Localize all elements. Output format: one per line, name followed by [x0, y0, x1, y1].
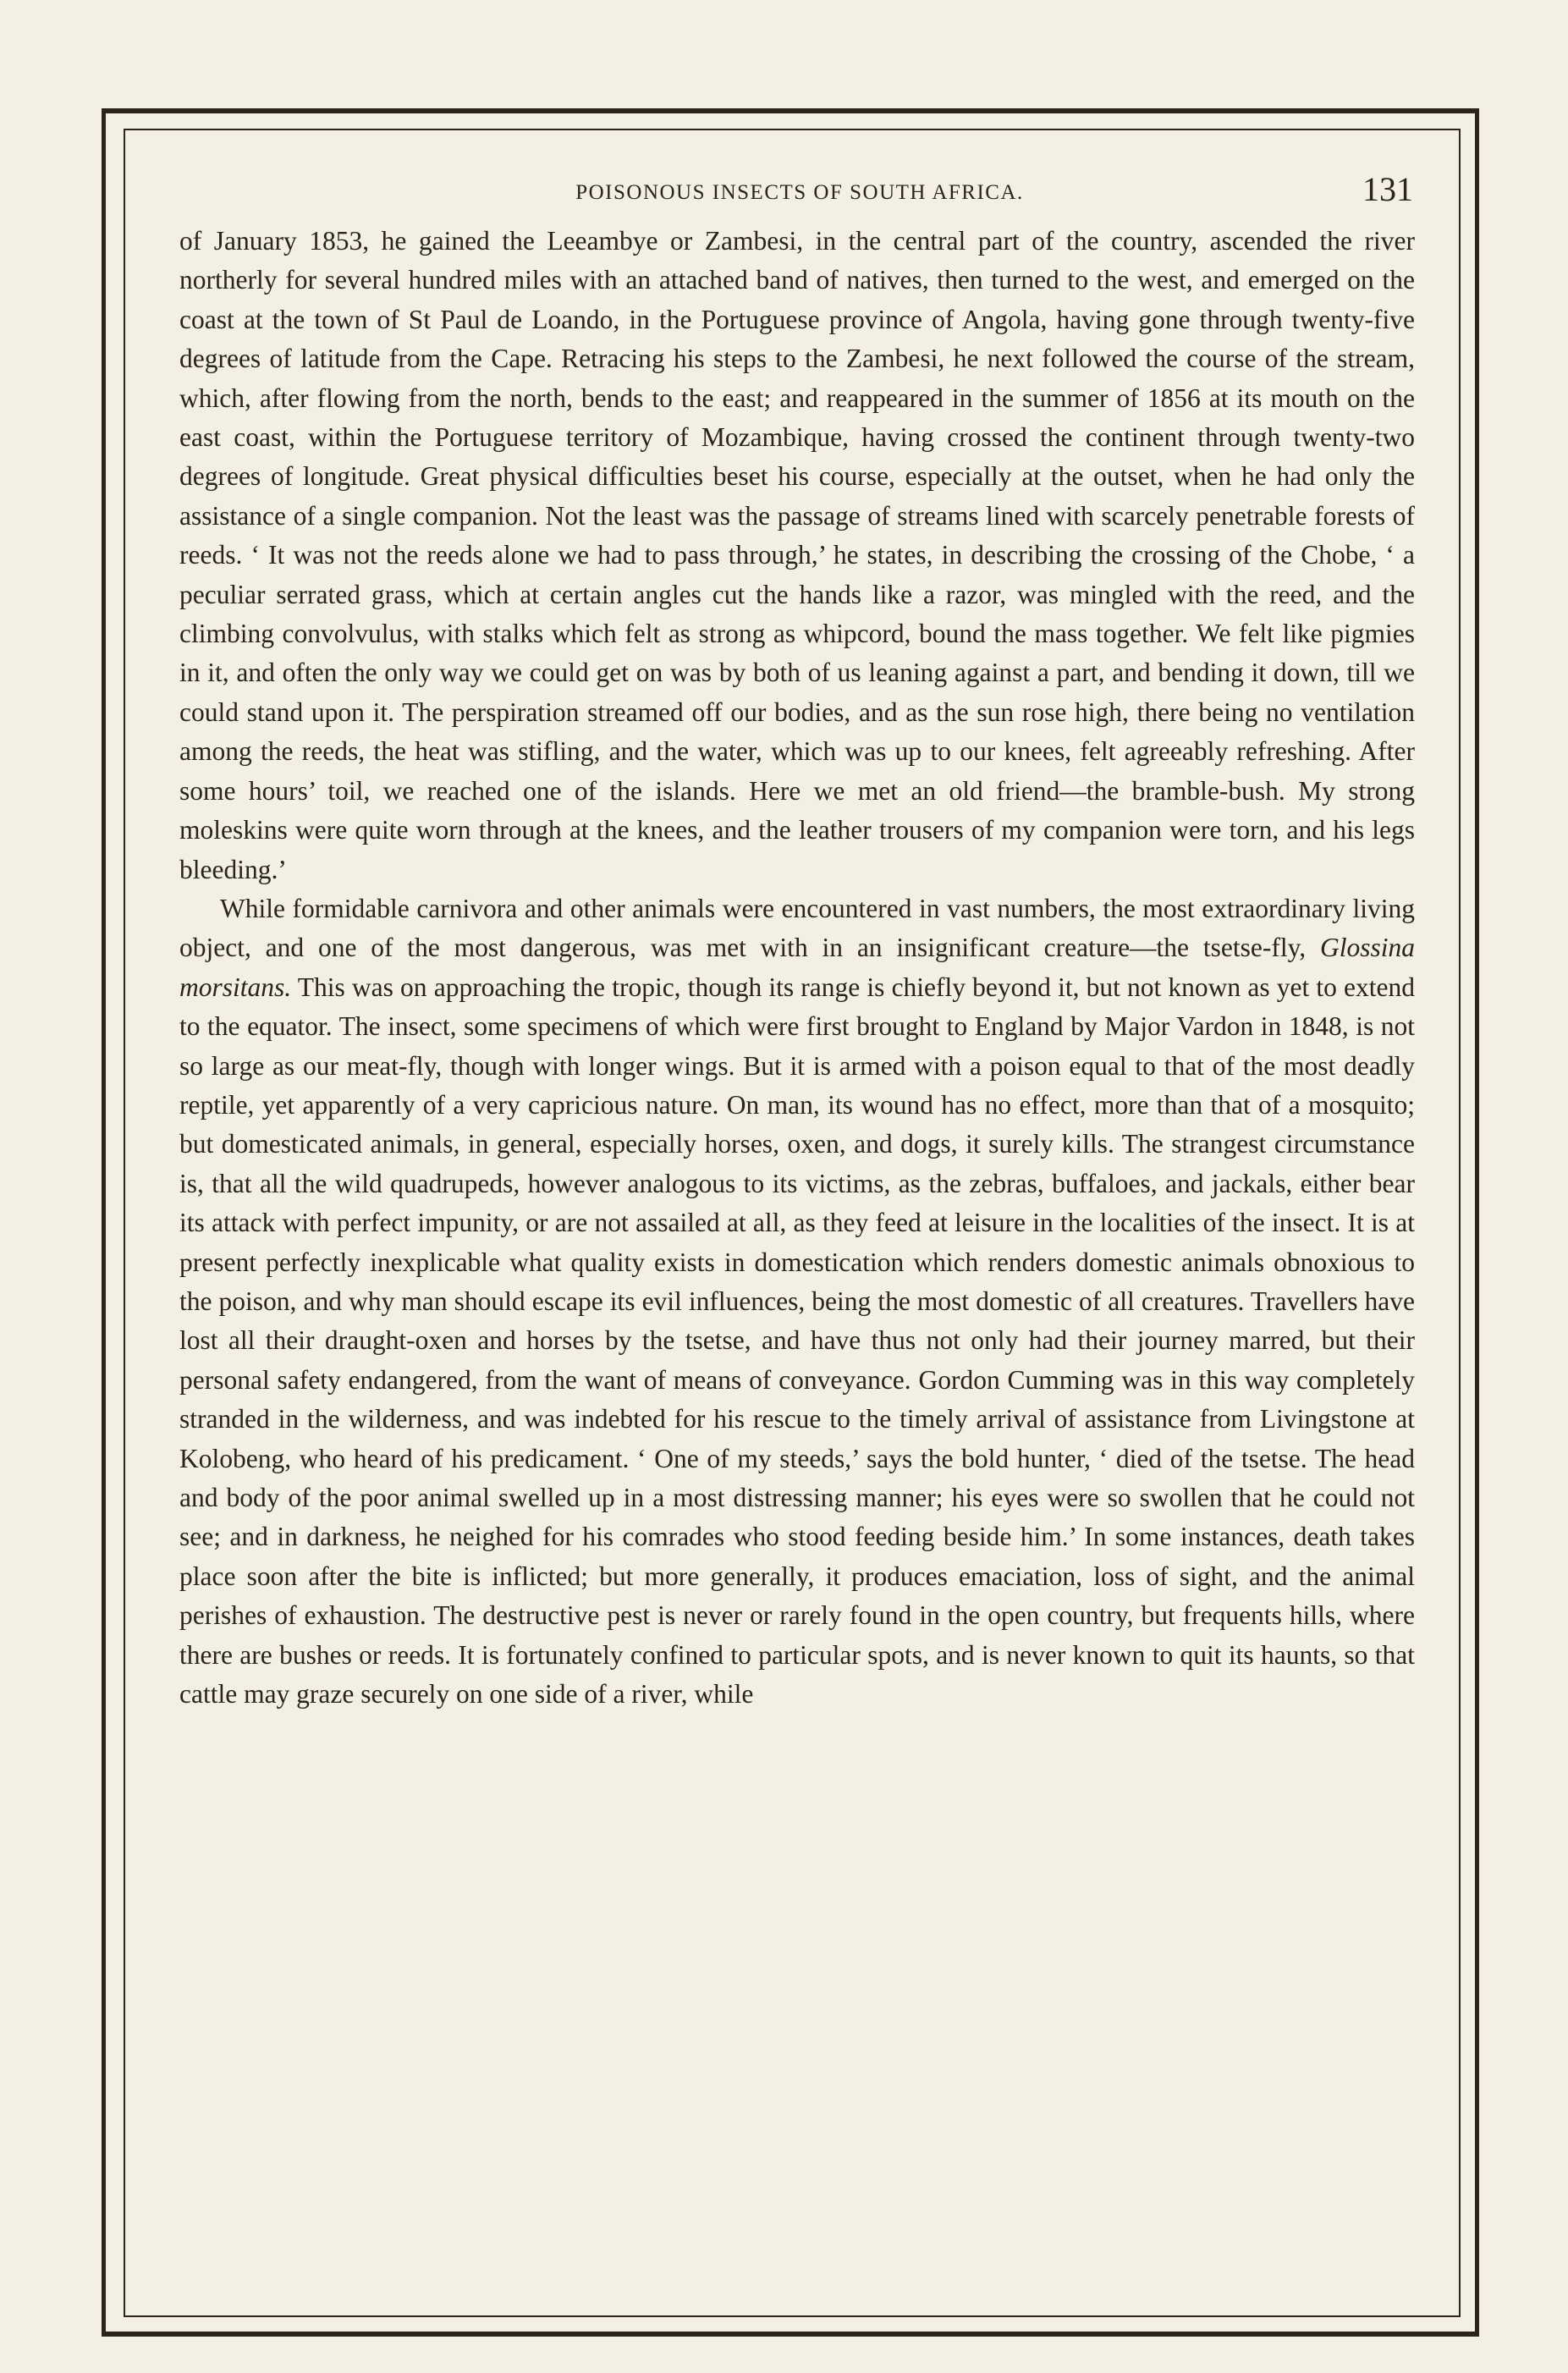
frame-rule-left-inner	[124, 129, 125, 2316]
paragraph-tsetse-part-1: While formidable carnivora and other animals were encountered in vast numbers, the most extraordinary living object, and one of the most dangerous, was met with in an insignificant creature—the tsetse-fly,	[179, 893, 1415, 963]
frame-rule-bottom-inner	[124, 2315, 1461, 2317]
frame-rule-bottom-outer	[102, 2332, 1479, 2337]
frame-rule-top-inner	[124, 129, 1461, 130]
body-text	[179, 222, 1415, 1714]
running-title: POISONOUS INSECTS OF SOUTH AFRICA.	[575, 181, 1024, 204]
frame-rule-top-outer	[102, 108, 1479, 113]
frame-rule-right-outer	[1475, 108, 1479, 2336]
frame-rule-right-inner	[1459, 129, 1461, 2316]
paragraph-continued: of January 1853, he gained the Leeambye or Zambesi, in the central part of the country, ascended the river northerly for several hundred miles with an attached band of natives, then turned to the west, and emerged on the coast at the town of St Paul de Loando, in the Portuguese province of Angola, having gone through twenty-five degrees of latitude from the Cape. Retracing his steps to the Zambesi, he next followed the course of the stream, which, after flowing from the north, bends to the east; and reappeared in the summer of 1856 at its mouth on the east coast, within the Portuguese territory of Mozambique, having crossed the continent through twenty-two degrees of longitude. Great physical difficulties beset his course, especially at the outset, when he had only the assistance of a single companion. Not the least was the passage of streams lined with scarcely penetrable forests of reeds. ‘ It was not the reeds alone we had to pass through,’ he states, in describing the crossing of the Chobe, ‘ a peculiar serrated grass, which at certain angles cut the hands like a razor, was mingled with the reed, and the climbing convolvulus, with stalks which felt as strong as whipcord, bound the mass together. We felt like pigmies in it, and often the only way we could get on was by both of us leaning against a part, and bending it down, till we could stand upon it. The perspiration streamed off our bodies, and as the sun rose high, there being no ventilation among the reeds, the heat was stifling, and the water, which was up to our knees, felt agreeably refreshing. After some hours’ toil, we reached one of the islands. Here we met an old friend—the bramble-bush. My strong moleskins were quite worn through at the knees, and the leather trousers of my companion were torn, and his legs bleeding.’	[179, 226, 1415, 884]
paragraph-tsetse	[179, 889, 1415, 1715]
species-name: Glossina morsitans.	[179, 933, 1415, 1002]
frame-rule-left-outer	[102, 108, 106, 2336]
page-header	[161, 169, 1422, 220]
paragraph-tsetse-part-2: This was on approaching the tropic, though its range is chiefly beyond it, but not known as yet to extend to the equator. The insect, some specimens of which were first brought to England by Major Vardon in 1848, is not so large as our meat-fly, though with longer wings. But it is armed with a poison equal to that of the most deadly reptile, yet apparently of a very capricious nature. On man, its wound has no effect, more than that of a mosquito; but domesticated animals, in general, especially horses, oxen, and dogs, it surely kills. The strangest circumstance is, that all the wild quadrupeds, however analogous to its victims, as the zebras, buffaloes, and jackals, either bear its attack with perfect impunity, or are not assailed at all, as they feed at leisure in the localities of the insect. It is at present perfectly inexplicable what quality exists in domestication which renders domestic animals obnoxious to the poison, and why man should escape its evil influences, being the most domestic of all creatures. Travellers have lost all their draught-oxen and horses by the tsetse, and have thus not only had their journey marred, but their personal safety endangered, from the want of means of conveyance. Gordon Cumming was in this way completely stranded in the wilderness, and was indebted for his rescue to the timely arrival of assistance from Livingstone at Kolobeng, who heard of his predicament. ‘ One of my steeds,’ says the bold hunter, ‘ died of the tsetse. The head and body of the poor animal swelled up in a most distressing manner; his eyes were so swollen that he could not see; and in darkness, he neighed for his comrades who stood feeding beside him.’ In some instances, death takes place soon after the bite is inflicted; but more generally, it produces emaciation, loss of sight, and the animal perishes of exhaustion. The destructive pest is never or rarely found in the open country, but frequents hills, where there are bushes or reeds. It is fortunately confined to particular spots, and is never known to quit its haunts, so that cattle may graze securely on one side of a river, while	[179, 972, 1415, 1710]
page-number: 131	[1362, 170, 1413, 208]
